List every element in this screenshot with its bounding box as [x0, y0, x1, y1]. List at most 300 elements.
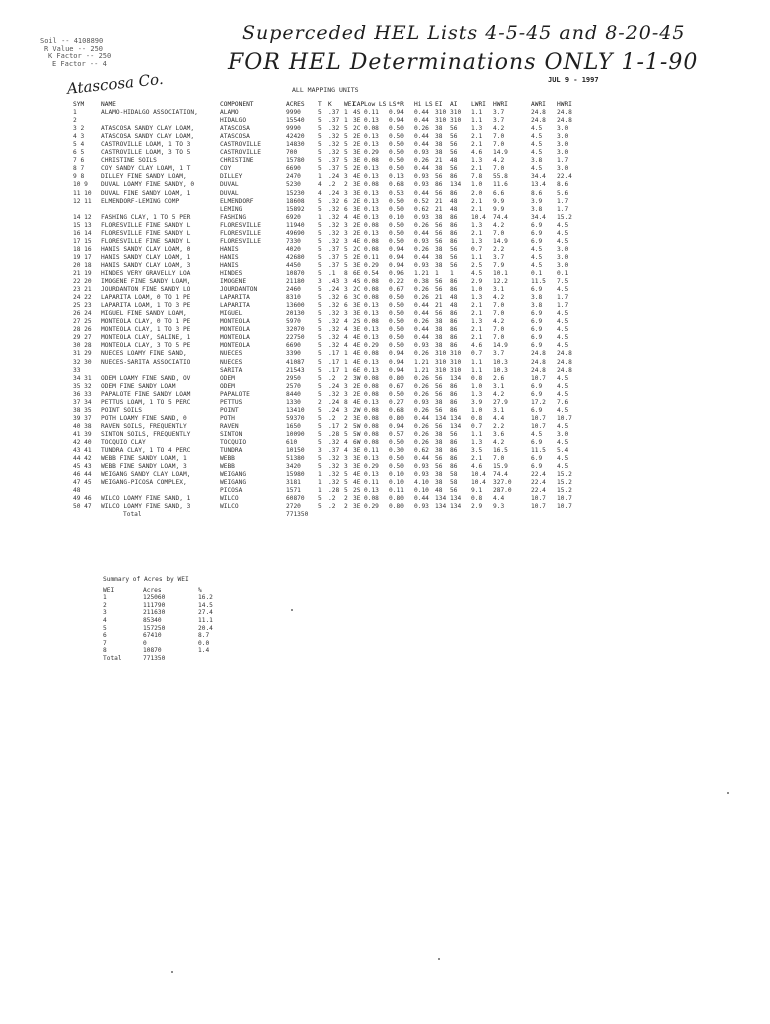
table-cell: 1.21	[414, 366, 429, 374]
table-cell: 10.7	[531, 503, 546, 511]
date-stamp: JUL 9 - 1997	[548, 76, 599, 84]
table-cell: 0.29	[364, 261, 379, 269]
table-cell: 28 26	[73, 326, 92, 334]
table-cell: 5	[318, 125, 322, 133]
summary-row	[103, 609, 213, 617]
table-cell: 38	[435, 342, 443, 350]
table-cell: 310	[435, 109, 447, 117]
table-cell: 49690	[286, 229, 305, 237]
table-cell: 21 19	[73, 269, 92, 277]
table-cell: .32	[328, 342, 340, 350]
summary-cell: 11.1	[198, 616, 213, 624]
table-cell: HANIS	[220, 253, 239, 261]
table-cell: 0.44	[414, 334, 429, 342]
table-cell: 1.7	[557, 197, 569, 205]
table-cell: 0.62	[414, 205, 429, 213]
table-cell: 4.2	[493, 318, 505, 326]
table-cell: 1	[318, 487, 322, 495]
table-cell: 7.0	[493, 133, 505, 141]
table-cell: 2E	[353, 390, 361, 398]
table-cell: 0.26	[414, 430, 429, 438]
table-cell: 0.22	[389, 278, 404, 286]
table-cell: 0.08	[364, 294, 379, 302]
table-cell: 23 21	[73, 286, 92, 294]
table-cell: 0.10	[389, 471, 404, 479]
table-cell: 35 32	[73, 382, 92, 390]
table-cell: 0.44	[414, 189, 429, 197]
table-cell: 3E	[353, 455, 361, 463]
table-cell: 1	[344, 358, 348, 366]
column-header: SYM	[73, 101, 85, 108]
summary-header-row	[103, 586, 202, 595]
table-cell: 5.4	[557, 447, 569, 455]
table-cell: WEIGANG	[220, 479, 247, 487]
table-cell: 5	[318, 422, 322, 430]
table-cell: 56	[450, 141, 458, 149]
printed-header-line: R Value -- 250	[44, 44, 104, 53]
table-cell: 3	[344, 237, 348, 245]
table-cell: 1.1	[471, 430, 483, 438]
handwritten-title: Superceded HEL Lists 4-5-45 and 8-20-45	[242, 22, 686, 44]
table-cell: 36 33	[73, 390, 92, 398]
table-cell: 10.1	[493, 269, 508, 277]
table-cell: 86	[450, 278, 458, 286]
table-cell: 2S	[353, 318, 361, 326]
printed-header-lines	[40, 38, 111, 68]
table-cell: 15780	[286, 157, 305, 165]
table-cell: 86	[450, 447, 458, 455]
table-cell: 0.08	[364, 245, 379, 253]
scan-speck	[291, 609, 293, 611]
table-cell: 0.67	[389, 382, 404, 390]
table-cell: 2E	[353, 141, 361, 149]
table-cell: 0.38	[414, 278, 429, 286]
summary-cell: 211630	[143, 609, 166, 617]
table-cell: 9990	[286, 125, 301, 133]
table-cell: 0.80	[389, 503, 404, 511]
table-cell: FLORESVILLE FINE SANDY L	[101, 237, 191, 245]
table-cell: FLORESVILLE	[220, 229, 261, 237]
table-cell: 0.44	[414, 109, 429, 117]
table-cell: FLORESVILLE FINE SANDY L	[101, 221, 191, 229]
table-cell: 310	[435, 366, 447, 374]
table-cell: 4.5	[531, 430, 543, 438]
table-cell: 56	[435, 221, 443, 229]
table-cell: 6.9	[531, 438, 543, 446]
table-cell: 1650	[286, 422, 301, 430]
table-cell: 2.2	[493, 245, 505, 253]
table-cell: 5	[318, 237, 322, 245]
table-cell: 0.10	[389, 479, 404, 487]
table-cell: 50 47	[73, 503, 92, 511]
table-cell: 6.9	[531, 286, 543, 294]
summary-table	[103, 576, 213, 663]
table-cell: HIDALGO	[220, 117, 247, 125]
table-cell: .17	[328, 366, 340, 374]
table-cell: 15.2	[557, 471, 572, 479]
table-cell: 38 35	[73, 406, 92, 414]
table-cell: 24.8	[531, 109, 546, 117]
table-cell: .24	[328, 189, 340, 197]
table-cell: 5970	[286, 318, 301, 326]
table-cell: 8 7	[73, 165, 85, 173]
table-cell: 2	[344, 503, 348, 511]
table-cell: 0.29	[364, 503, 379, 511]
table-cell: .32	[328, 133, 340, 141]
table-cell: 48	[450, 205, 458, 213]
table-cell: 3.0	[557, 245, 569, 253]
table-cell: 38	[435, 438, 443, 446]
table-cell: 0.08	[364, 430, 379, 438]
summary-cell: 157250	[143, 624, 166, 632]
table-cell: 43 41	[73, 447, 92, 455]
table-cell: 310	[435, 117, 447, 125]
table-cell: 7.5	[557, 278, 569, 286]
table-cell: 6.9	[531, 318, 543, 326]
table-cell: 4.2	[493, 294, 505, 302]
table-cell: ODEM FINE SANDY LOAM	[101, 382, 176, 390]
table-cell: 134	[450, 414, 462, 422]
table-cell: 21	[435, 205, 443, 213]
table-cell: 11940	[286, 221, 305, 229]
table-cell: 0.54	[364, 269, 379, 277]
column-header: WEI	[344, 101, 356, 108]
table-cell: 0.1	[557, 269, 569, 277]
table-cell: 10150	[286, 447, 305, 455]
table-cell: 16.5	[493, 447, 508, 455]
table-cell: 0.50	[389, 334, 404, 342]
table-cell: 27.9	[493, 398, 508, 406]
table-cell: 0.26	[414, 438, 429, 446]
table-cell: WEIGANG SANDY CLAY LOAM,	[101, 471, 191, 479]
table-cell: FLORESVILLE FINE SANDY L	[101, 229, 191, 237]
table-cell: 2.0	[471, 189, 483, 197]
table-cell: 38	[435, 253, 443, 261]
table-cell: HANIS SANDY CLAY LOAM, 1	[101, 253, 191, 261]
table-cell: 1	[318, 213, 322, 221]
table-cell: 0.10	[389, 213, 404, 221]
table-cell: 2.1	[471, 165, 483, 173]
summary-cell: 4	[103, 616, 107, 624]
table-cell: 0.13	[364, 229, 379, 237]
table-cell: 5	[344, 471, 348, 479]
table-cell: 7.9	[493, 261, 505, 269]
table-cell: 56	[435, 286, 443, 294]
table-cell: 0.50	[389, 197, 404, 205]
table-cell: 22750	[286, 334, 305, 342]
table-cell: .17	[328, 358, 340, 366]
column-header: HWRI	[493, 101, 508, 108]
table-cell: 24.8	[557, 117, 572, 125]
table-cell: 8	[344, 269, 348, 277]
summary-cell: 0.0	[198, 639, 210, 647]
table-cell: WEBB	[220, 463, 235, 471]
table-cell: PICOSA	[220, 487, 243, 495]
table-cell: .24	[328, 398, 340, 406]
table-cell: 42680	[286, 253, 305, 261]
table-cell: 0.50	[389, 157, 404, 165]
table-cell: 38	[435, 133, 443, 141]
table-cell: 56	[435, 189, 443, 197]
table-cell: 74.4	[493, 471, 508, 479]
table-cell: 21	[435, 302, 443, 310]
table-cell: 48	[73, 487, 81, 495]
table-cell: 3E	[353, 157, 361, 165]
table-cell: .32	[328, 197, 340, 205]
table-cell: 2.9	[471, 503, 483, 511]
table-cell: 7.0	[493, 310, 505, 318]
table-cell: 1.1	[471, 253, 483, 261]
table-cell: TUNDRA CLAY, 1 TO 4 PERC	[101, 447, 191, 455]
table-cell: DUVAL FINE SANDY LOAM, 1	[101, 189, 191, 197]
table-cell: 0.93	[414, 503, 429, 511]
table-cell: 56	[450, 149, 458, 157]
table-cell: 3.5	[471, 447, 483, 455]
table-cell: 48	[450, 294, 458, 302]
table-cell: .1	[328, 269, 336, 277]
table-cell: 10.3	[493, 366, 508, 374]
table-cell: 37 34	[73, 398, 92, 406]
table-cell: 0.26	[414, 294, 429, 302]
table-cell: 8440	[286, 390, 301, 398]
table-cell: .37	[328, 261, 340, 269]
table-cell: 5	[344, 487, 348, 495]
summary-cell: 771350	[143, 654, 166, 662]
table-cell: 310	[450, 109, 462, 117]
table-cell: 4.5	[557, 342, 569, 350]
table-cell: 5	[318, 430, 322, 438]
table-cell: 86	[450, 342, 458, 350]
table-cell: 5	[318, 406, 322, 414]
table-cell: 0.50	[389, 205, 404, 213]
table-cell: 3.9	[531, 197, 543, 205]
table-cell: 0.44	[414, 495, 429, 503]
table-cell: POTH LOAMY FINE SAND, 0	[101, 414, 187, 422]
table-cell: .37	[328, 117, 340, 125]
table-cell: POTH	[220, 414, 235, 422]
table-cell: 4E	[353, 479, 361, 487]
summary-row	[103, 624, 213, 633]
table-cell: 6920	[286, 213, 301, 221]
table-cell: 5	[318, 342, 322, 350]
scan-speck	[727, 792, 729, 794]
table-cell: 10.7	[557, 495, 572, 503]
table-cell: 3E	[353, 261, 361, 269]
table-cell: 5	[318, 358, 322, 366]
table-cell: 0.93	[414, 463, 429, 471]
table-cell: 0.50	[389, 125, 404, 133]
table-cell: 5	[344, 125, 348, 133]
table-cell: 1571	[286, 487, 301, 495]
table-cell: 56	[450, 253, 458, 261]
table-cell: 0.94	[389, 350, 404, 358]
table-cell: MIGUEL	[220, 310, 243, 318]
table-cell: 56	[435, 173, 443, 181]
table-cell: 0.44	[414, 253, 429, 261]
table-cell: 4.5	[557, 229, 569, 237]
table-cell: 0.08	[364, 438, 379, 446]
table-cell: 2.1	[471, 197, 483, 205]
table-cell: 3	[318, 447, 322, 455]
table-cell: 0.08	[364, 318, 379, 326]
table-cell: 5	[318, 350, 322, 358]
table-cell: 34 31	[73, 374, 92, 382]
table-cell: 1	[344, 117, 348, 125]
table-cell: 15.9	[493, 463, 508, 471]
table-cell: .32	[328, 141, 340, 149]
table-cell: 10.7	[531, 374, 546, 382]
table-cell: 56	[435, 374, 443, 382]
table-cell: 86	[435, 181, 443, 189]
table-cell: 17.2	[531, 398, 546, 406]
table-cell: 2470	[286, 173, 301, 181]
table-cell: POINT	[220, 406, 239, 414]
table-cell: 24.8	[531, 117, 546, 125]
table-cell: 4E	[353, 342, 361, 350]
table-cell: 5	[318, 253, 322, 261]
table-cell: 4E	[353, 398, 361, 406]
table-cell: 0.8	[471, 495, 483, 503]
table-cell: .17	[328, 350, 340, 358]
table-cell: 86	[450, 189, 458, 197]
table-cell: 38	[435, 326, 443, 334]
table-cell: 4	[344, 326, 348, 334]
table-cell: 21180	[286, 278, 305, 286]
table-cell: MONTEOLA	[220, 326, 250, 334]
column-header: HWRI	[557, 101, 572, 108]
table-cell: 0.08	[364, 157, 379, 165]
table-cell: MONTEOLA	[220, 318, 250, 326]
table-cell: 86	[450, 438, 458, 446]
table-cell: 4.5	[557, 382, 569, 390]
table-cell: 0.50	[389, 342, 404, 350]
table-cell: 4.4	[493, 414, 505, 422]
table-cell: 4.5	[557, 318, 569, 326]
table-cell: 34.4	[531, 213, 546, 221]
table-cell: 86	[450, 237, 458, 245]
table-cell: TOCQUIO	[220, 438, 247, 446]
table-cell: WEBB FINE SANDY LOAM, 3	[101, 463, 187, 471]
table-cell: 56	[435, 278, 443, 286]
table-cell: 6.9	[531, 342, 543, 350]
table-cell: TUNDRA	[220, 447, 243, 455]
summary-cell: Total	[103, 654, 122, 662]
table-cell: 3.7	[493, 117, 505, 125]
table-cell: 0.26	[414, 382, 429, 390]
table-cell: 3.7	[493, 350, 505, 358]
table-cell: 1	[344, 366, 348, 374]
table-cell: 6.9	[531, 221, 543, 229]
table-cell: 86	[450, 286, 458, 294]
table-cell: MONTEOLA CLAY, 3 TO 5 PE	[101, 342, 191, 350]
table-cell: 1.7	[557, 302, 569, 310]
table-cell: 15.2	[557, 479, 572, 487]
table-cell: .32	[328, 237, 340, 245]
table-cell: 4.5	[557, 422, 569, 430]
table-cell: WEIGANG-PICOSA COMPLEX,	[101, 479, 187, 487]
table-cell: 2	[344, 181, 348, 189]
table-cell: 0.93	[414, 237, 429, 245]
table-cell: 0.08	[364, 495, 379, 503]
table-cell: 0.13	[364, 334, 379, 342]
table-cell: 4.6	[471, 149, 483, 157]
table-cell: .32	[328, 334, 340, 342]
table-cell: 38	[435, 213, 443, 221]
table-cell: WEBB FINE SANDY LOAM, 1	[101, 455, 187, 463]
summary-row	[103, 616, 213, 625]
handwritten-note: FOR HEL Determinations ONLY 1-1-90	[228, 50, 699, 75]
table-cell: 310	[450, 366, 462, 374]
table-cell: 9.9	[493, 205, 505, 213]
table-cell: 22 20	[73, 278, 92, 286]
table-cell: .32	[328, 438, 340, 446]
table-cell: 11 10	[73, 189, 92, 197]
table-cell: 0.50	[389, 455, 404, 463]
table-cell: 2.1	[471, 141, 483, 149]
table-cell: 7 6	[73, 157, 85, 165]
table-cell: POINT SOILS	[101, 406, 142, 414]
table-cell: CASTROVILLE LOAM, 3 TO 5	[101, 149, 191, 157]
table-cell: 0.53	[389, 189, 404, 197]
table-cell: 1	[73, 109, 77, 117]
table-cell: 3.0	[557, 133, 569, 141]
table-cell: ATASCOSA	[220, 133, 250, 141]
table-cell: 5	[318, 390, 322, 398]
table-cell: 5	[344, 261, 348, 269]
table-cell: 8.6	[531, 189, 543, 197]
table-cell: ATASCOSA SANDY CLAY LOAM,	[101, 125, 195, 133]
table-cell: 32 30	[73, 358, 92, 366]
table-cell: 3.8	[531, 294, 543, 302]
table-cell: 2720	[286, 503, 301, 511]
table-cell: 21543	[286, 366, 305, 374]
table-cell: 0.50	[389, 463, 404, 471]
table-cell: .2	[328, 374, 336, 382]
table-cell: 6E	[353, 366, 361, 374]
table-cell: 5	[318, 294, 322, 302]
table-cell: 48	[450, 302, 458, 310]
table-cell: 5	[318, 310, 322, 318]
table-cell: TOCQUIO CLAY	[101, 438, 146, 446]
table-cell: 2C	[353, 245, 361, 253]
table-cell: 4 3	[73, 133, 85, 141]
table-cell: 5	[318, 261, 322, 269]
table-cell: 6.9	[531, 310, 543, 318]
table-cell: 0.50	[389, 294, 404, 302]
table-cell: 4.5	[531, 133, 543, 141]
summary-cell: 16.2	[198, 594, 213, 602]
table-cell: 15980	[286, 471, 305, 479]
table-cell: 2.9	[471, 278, 483, 286]
table-cell: 4	[344, 438, 348, 446]
table-cell: 5	[344, 165, 348, 173]
table-cell: 14.9	[493, 149, 508, 157]
table-cell: 1	[344, 109, 348, 117]
table-cell: 4E	[353, 350, 361, 358]
column-header: AWRI	[531, 101, 546, 108]
table-cell: .37	[328, 109, 340, 117]
table-cell: 0.44	[414, 133, 429, 141]
table-cell: 4.5	[471, 269, 483, 277]
table-cell: 10870	[286, 269, 305, 277]
table-cell: 59370	[286, 414, 305, 422]
table-cell: 5	[344, 253, 348, 261]
table-cell: 5230	[286, 181, 301, 189]
table-cell: WILCO	[220, 503, 239, 511]
summary-row	[103, 601, 213, 610]
table-cell: 6.9	[531, 326, 543, 334]
table-cell: 56	[435, 382, 443, 390]
